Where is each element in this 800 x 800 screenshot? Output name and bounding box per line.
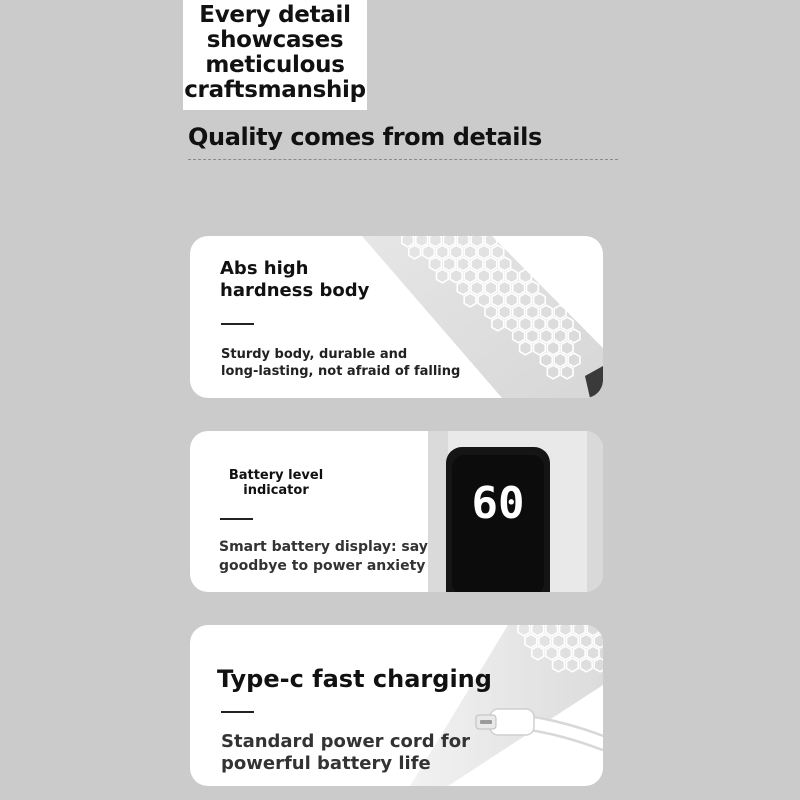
card-title: Type-c fast charging [217, 665, 492, 693]
feature-card-battery-indicator [190, 431, 603, 592]
card-title: Abs high hardness body [220, 258, 370, 301]
card-description: Standard power cord for powerful battery life [221, 731, 470, 774]
card-title: Battery level indicator [228, 468, 324, 498]
card-description: Smart battery display: say goodbye to power anxiety [219, 539, 428, 574]
section-subtitle: Quality comes from details [188, 123, 542, 151]
card-divider [221, 323, 254, 325]
battery-percentage-readout: 60 [471, 478, 525, 529]
card-description: Sturdy body, durable and long-lasting, not afraid of falling [221, 347, 461, 379]
card-divider [221, 711, 254, 713]
feature-card-abs-body [190, 236, 603, 398]
feature-card-type-c-charging [190, 625, 603, 786]
page-title: Every detail showcases meticulous craftsmanship [184, 2, 366, 103]
card-divider [220, 518, 253, 520]
subtitle-divider [188, 159, 618, 160]
